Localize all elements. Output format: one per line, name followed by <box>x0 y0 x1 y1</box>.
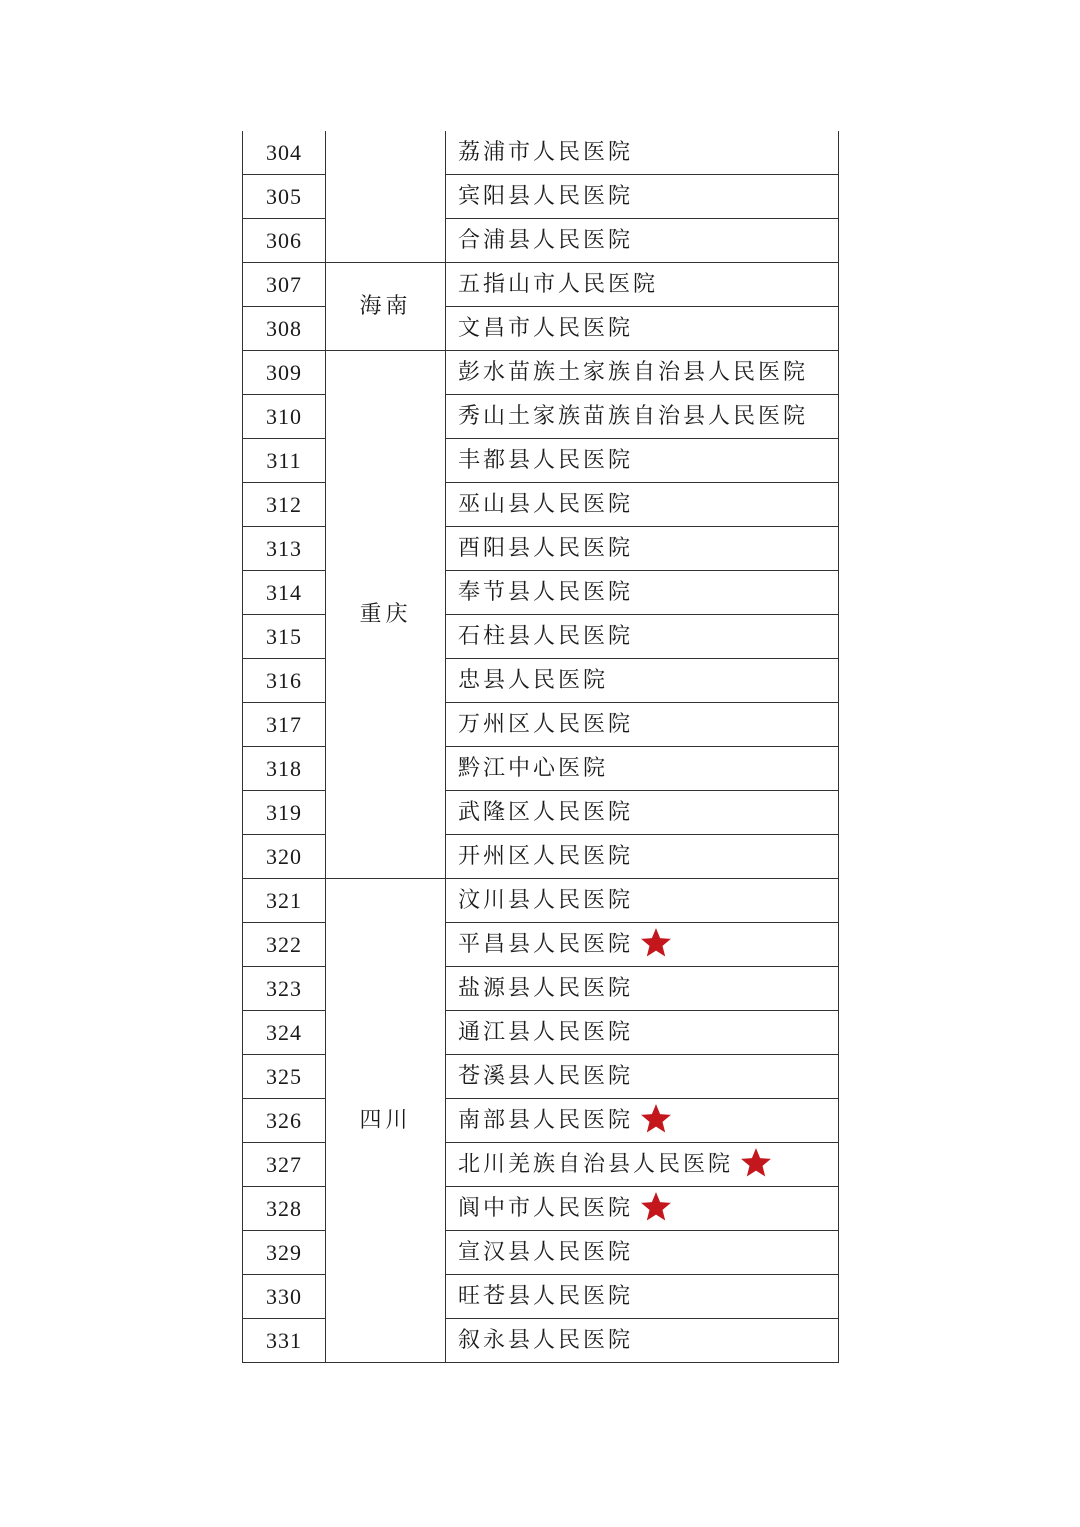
hospital-name-cell <box>446 1055 839 1099</box>
hospital-name: 南部县人民医院 <box>458 1108 634 1133</box>
hospital-name-cell <box>446 791 839 835</box>
province-cell: 海南 <box>326 263 446 351</box>
row-number: 311 <box>243 439 326 483</box>
red-star-icon <box>739 1146 773 1180</box>
row-number: 331 <box>243 1319 326 1363</box>
hospital-name: 阆中市人民医院 <box>458 1196 634 1221</box>
row-number: 305 <box>243 175 326 219</box>
hospital-name-cell <box>446 527 839 571</box>
row-number: 314 <box>243 571 326 615</box>
hospital-name: 武隆区人民医院 <box>458 800 634 825</box>
row-number: 326 <box>243 1099 326 1143</box>
hospital-name-cell <box>446 659 839 703</box>
hospital-name-cell <box>446 351 839 395</box>
row-number: 318 <box>243 747 326 791</box>
hospital-name-cell <box>446 967 839 1011</box>
row-number: 315 <box>243 615 326 659</box>
hospital-name-cell <box>446 263 839 307</box>
table-row <box>243 131 839 175</box>
row-number: 307 <box>243 263 326 307</box>
hospital-name-cell <box>446 439 839 483</box>
hospital-name: 盐源县人民医院 <box>458 976 634 1001</box>
row-number: 316 <box>243 659 326 703</box>
hospital-name-cell <box>446 1319 839 1363</box>
hospital-name: 合浦县人民医院 <box>458 228 634 253</box>
hospital-name: 忠县人民医院 <box>458 668 609 693</box>
row-number: 306 <box>243 219 326 263</box>
hospital-name-cell <box>446 1275 839 1319</box>
hospital-name-cell <box>446 175 839 219</box>
hospital-name-cell <box>446 1231 839 1275</box>
hospital-name: 北川羌族自治县人民医院 <box>458 1152 734 1177</box>
row-number: 322 <box>243 923 326 967</box>
hospital-name: 万州区人民医院 <box>458 712 634 737</box>
row-number: 310 <box>243 395 326 439</box>
red-star-icon <box>639 1102 673 1136</box>
row-number: 325 <box>243 1055 326 1099</box>
row-number: 317 <box>243 703 326 747</box>
table-row <box>243 263 839 307</box>
row-number: 330 <box>243 1275 326 1319</box>
table-row <box>243 351 839 395</box>
row-number: 327 <box>243 1143 326 1187</box>
hospital-name: 奉节县人民医院 <box>458 580 634 605</box>
province-cell: 四川 <box>326 879 446 1363</box>
hospital-name: 叙永县人民医院 <box>458 1328 634 1353</box>
hospital-name-cell <box>446 923 839 967</box>
hospital-name: 酉阳县人民医院 <box>458 536 634 561</box>
hospital-name: 五指山市人民医院 <box>458 272 659 297</box>
hospital-name: 苍溪县人民医院 <box>458 1064 634 1089</box>
hospital-name: 宾阳县人民医院 <box>458 184 634 209</box>
row-number: 323 <box>243 967 326 1011</box>
table-row <box>243 879 839 923</box>
hospital-name: 秀山土家族苗族自治县人民医院 <box>458 404 809 429</box>
hospital-name: 黔江中心医院 <box>458 756 609 781</box>
row-number: 329 <box>243 1231 326 1275</box>
row-number: 312 <box>243 483 326 527</box>
row-number: 309 <box>243 351 326 395</box>
province-cell: 重庆 <box>326 351 446 879</box>
hospital-name: 巫山县人民医院 <box>458 492 634 517</box>
hospital-name: 文昌市人民医院 <box>458 316 634 341</box>
hospital-name: 汶川县人民医院 <box>458 888 634 913</box>
hospital-name: 丰都县人民医院 <box>458 448 634 473</box>
hospital-name-cell <box>446 307 839 351</box>
row-number: 319 <box>243 791 326 835</box>
hospital-name: 开州区人民医院 <box>458 844 634 869</box>
hospital-name: 通江县人民医院 <box>458 1020 634 1045</box>
row-number: 308 <box>243 307 326 351</box>
red-star-icon <box>639 926 673 960</box>
hospital-name: 彭水苗族土家族自治县人民医院 <box>458 360 809 385</box>
hospital-name: 平昌县人民医院 <box>458 932 634 957</box>
row-number: 324 <box>243 1011 326 1055</box>
hospital-name-cell <box>446 835 839 879</box>
hospital-name-cell <box>446 1187 839 1231</box>
hospital-name-cell <box>446 1143 839 1187</box>
row-number: 320 <box>243 835 326 879</box>
hospital-name: 荔浦市人民医院 <box>458 140 634 165</box>
red-star-icon <box>639 1190 673 1224</box>
hospital-name-cell <box>446 1099 839 1143</box>
hospital-name-cell <box>446 747 839 791</box>
hospital-name-cell <box>446 879 839 923</box>
hospital-name-cell <box>446 483 839 527</box>
province-cell <box>326 131 446 263</box>
row-number: 321 <box>243 879 326 923</box>
row-number: 328 <box>243 1187 326 1231</box>
hospital-name-cell <box>446 703 839 747</box>
table-body <box>243 131 839 1363</box>
hospital-name-cell <box>446 131 839 175</box>
row-number: 304 <box>243 131 326 175</box>
hospital-name-cell <box>446 219 839 263</box>
hospital-name-cell <box>446 615 839 659</box>
hospital-name: 宣汉县人民医院 <box>458 1240 634 1265</box>
hospital-name: 石柱县人民医院 <box>458 624 634 649</box>
hospital-name-cell <box>446 1011 839 1055</box>
hospital-name: 旺苍县人民医院 <box>458 1284 634 1309</box>
hospital-name-cell <box>446 571 839 615</box>
hospital-table <box>242 131 839 1363</box>
hospital-name-cell <box>446 395 839 439</box>
row-number: 313 <box>243 527 326 571</box>
